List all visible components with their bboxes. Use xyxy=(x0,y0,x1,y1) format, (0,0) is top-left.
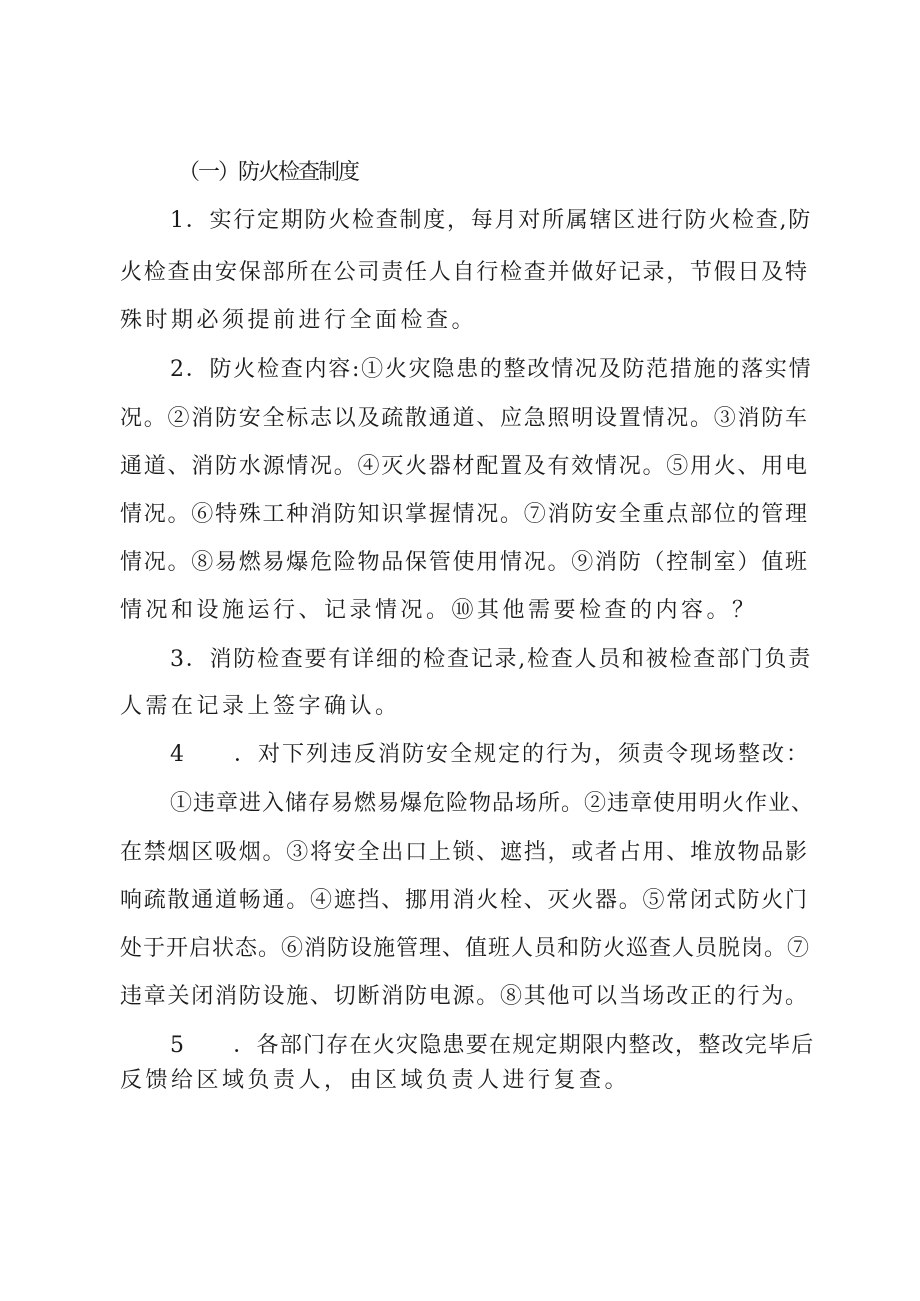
item-5-line-1: 反馈给区域负责人，由区域负责人进行复查。 xyxy=(120,1068,631,1093)
item-1-line-1: 1．实行定期防火检查制度，每月对所属辖区进行防火检查,防 xyxy=(170,208,812,233)
item-1-line-2: 火检查由安保部所在公司责任人自行检查并做好记录，节假日及特 xyxy=(120,260,809,285)
item-3-line-2: 人需在记录上签字确认。 xyxy=(120,694,401,719)
item-1-line-3: 殊时期必须提前进行全面检查。 xyxy=(120,308,478,333)
item-2-line-2: 况。②消防安全标志以及疏散通道、应急照明设置情况。③消防车 xyxy=(120,406,809,431)
item-4-line-1: ①违章进入储存易燃易爆危险物品场所。②违章使用明火作业、 xyxy=(170,791,815,816)
item-5-first-line: ．各部门存在火灾隐患要在规定期限内整改，整改完毕后 xyxy=(233,1033,815,1058)
item-4-line-2: 在禁烟区吸烟。③将安全出口上锁、遮挡，或者占用、堆放物品影 xyxy=(120,840,809,865)
item-4-line-3: 响疏散通道畅通。④遮挡、挪用消火栓、灭火器。⑤常闭式防火门 xyxy=(120,888,809,913)
item-2-line-6: 情况和设施运行、记录情况。⑩其他需要检查的内容。？ xyxy=(120,598,758,623)
item-2-line-5: 情况。⑧易燃易爆危险物品保管使用情况。⑨消防（控制室）值班 xyxy=(120,550,809,575)
item-2-line-1: 2．防火检查内容:①火灾隐患的整改情况及防范措施的落实情 xyxy=(170,357,813,382)
item-4-heading-line xyxy=(170,740,810,770)
item-4-line-5: 违章关闭消防设施、切断消防电源。⑧其他可以当场改正的行为。 xyxy=(120,984,809,1009)
item-4-line-4: 处于开启状态。⑥消防设施管理、值班人员和防火巡查人员脱岗。⑦ xyxy=(120,936,811,961)
item-2-line-3: 通道、消防水源情况。④灭火器材配置及有效情况。⑤用火、用电 xyxy=(120,454,809,479)
item-4-number: 4 xyxy=(170,742,186,767)
item-2-line-4: 情况。⑥特殊工种消防知识掌握情况。⑦消防安全重点部位的管理 xyxy=(120,502,809,527)
section-heading: （一）防火检查制度 xyxy=(178,160,359,185)
item-5-heading-line xyxy=(170,1031,815,1061)
item-5-number: 5 xyxy=(170,1033,186,1058)
item-3-line-1: 3．消防检查要有详细的检查记录,检查人员和被检查部门负责 xyxy=(170,647,812,672)
item-4-first-line: ．对下列违反消防安全规定的行为，须责令现场整改： xyxy=(234,742,811,767)
